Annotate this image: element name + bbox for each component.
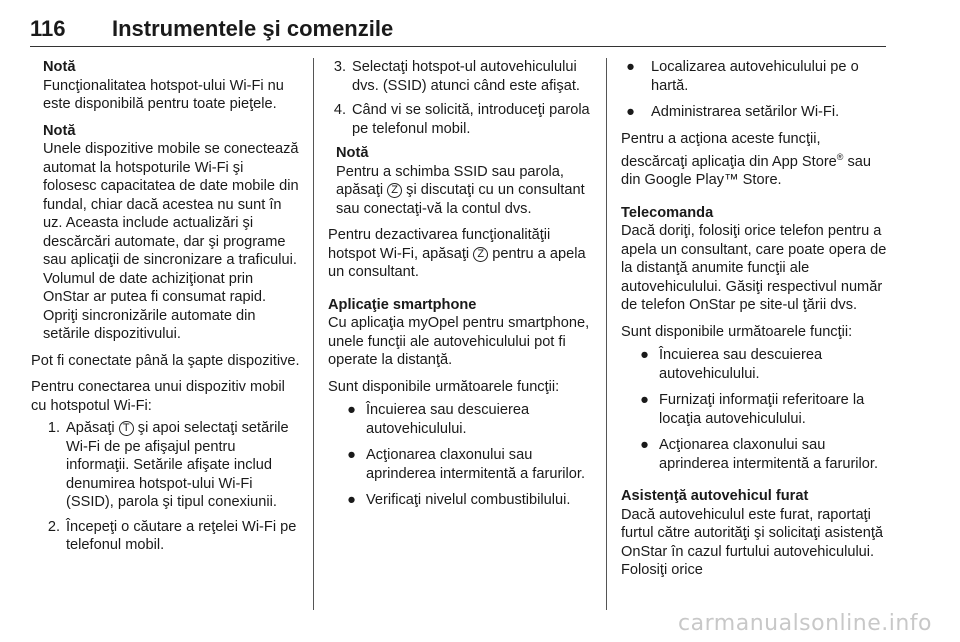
paragraph-devices-limit: Pot fi conectate până la şapte dispozitive. xyxy=(31,352,300,369)
paragraph-functions-intro: Sunt disponibile următoarele funcţii: xyxy=(328,378,560,395)
list-item xyxy=(621,346,887,383)
note-change-ssid xyxy=(336,144,596,218)
list-item xyxy=(328,446,596,483)
list-item xyxy=(328,491,596,510)
section-heading-smartphone-app: Aplicaţie smartphone xyxy=(328,296,477,313)
note-text: Unele dispozitive mobile se conectează automat la hotspoturile Wi-Fi şi folosesc capacitatea de date mobile din fundal, chiar dacă acestea nu sunt în uz. Aceasta include actualizări şi descărcări automate, dar şi programe sau aplicaţii de sincronizare a traficului. Volumul de date achiziţionat prin OnStar ar putea fi consumat rapid. Opriţi sincronizările automate din setările dispozitivului. xyxy=(43,141,299,342)
list-item-text: Furnizaţi informaţii referitoare la locaţia autovehiculului. xyxy=(659,392,865,427)
service-button-icon: Z xyxy=(387,183,402,198)
list-item xyxy=(621,391,887,428)
list-item xyxy=(320,58,596,95)
step-text: Apăsaţi xyxy=(66,420,119,436)
paragraph-functions-intro: Sunt disponibile următoarele funcţii: xyxy=(621,323,853,340)
paragraph-app: Cu aplicaţia myOpel pentru smartphone, unele funcţii ale autovehiculului pot fi operate la distanţă. xyxy=(328,315,590,368)
note-text: Funcţionalitatea hotspot-ului Wi-Fi nu este disponibilă pentru toate pieţele. xyxy=(43,77,284,112)
column-divider-2 xyxy=(606,58,607,610)
connect-steps xyxy=(34,419,300,555)
step-text: Începeţi o căutare a reţelei Wi-Fi pe telefonul mobil. xyxy=(66,518,297,553)
column-2 xyxy=(328,58,596,518)
list-item xyxy=(328,401,596,438)
page-title: Instrumentele şi comenzile xyxy=(112,16,394,41)
bullet: ● xyxy=(626,59,635,75)
step-text: Selectaţi hotspot-ul autovehiculului dvs. (SSID) atunci când este afişat. xyxy=(352,59,580,94)
onstar-button-icon: T xyxy=(119,421,134,436)
list-item-text: Încuierea sau descuierea autovehiculului. xyxy=(366,402,530,437)
section-heading-remote: Telecomanda xyxy=(621,204,714,221)
bullet: ● xyxy=(347,402,356,418)
note-availability xyxy=(43,58,300,114)
note-label: Notă xyxy=(43,59,76,75)
bullet: ● xyxy=(626,104,635,120)
connect-steps-continued xyxy=(320,58,596,138)
remote-functions-list xyxy=(621,346,887,473)
paragraph-connect-intro: Pentru conectarea unui dispozitiv mobil cu hotspotul Wi-Fi: xyxy=(31,379,285,414)
paragraph-deactivate: Pentru dezactivarea funcţionalităţii hotspot Wi-Fi, apăsaţi Z pentru a apela un consultant. xyxy=(328,227,586,280)
list-item-text: Acţionarea claxonului sau aprinderea intermitentă a farurilor. xyxy=(659,437,879,472)
list-item xyxy=(621,436,887,473)
paragraph-stolen: Dacă autovehiculul este furat, raportaţi furtul către autorităţi şi solicitaţi asistenţă OnStar în cazul furtului autovehiculului. Folosiţi orice xyxy=(621,506,883,579)
bullet: ● xyxy=(347,447,356,463)
list-item-text: Acţionarea claxonului sau aprinderea intermitentă a farurilor. xyxy=(366,447,586,482)
app-functions-list-continued xyxy=(621,58,887,122)
bullet: ● xyxy=(640,347,649,364)
column-3 xyxy=(621,58,887,588)
list-item xyxy=(621,58,887,95)
paragraph-app-store: Pentru a acţiona aceste funcţii, descărcaţi aplicaţia din App Store® sau din Google Play™ Store. xyxy=(621,130,872,189)
column-divider-1 xyxy=(313,58,314,610)
watermark: carmanualsonline.info xyxy=(678,611,932,636)
step-number: 1. xyxy=(47,420,60,436)
note-text: Pentru a schimba SSID sau parola, apăsaţi Z şi discutaţi cu un consultant sau conectaţi-vă la contul dvs. xyxy=(336,163,585,217)
list-item xyxy=(621,103,887,122)
list-item xyxy=(34,518,300,555)
column-1 xyxy=(31,58,300,561)
list-item-text: Verificaţi nivelul combustibilului. xyxy=(366,492,571,508)
note-mobile-data xyxy=(43,122,300,344)
page-number: 116 xyxy=(30,16,66,41)
step-text: Când vi se solicită, introduceţi parola pe telefonul mobil. xyxy=(352,102,590,137)
step-number: 3. xyxy=(333,59,346,75)
section-heading-stolen-vehicle: Asistenţă autovehicul furat xyxy=(621,488,809,505)
service-button-icon: Z xyxy=(473,247,488,262)
bullet: ● xyxy=(347,492,356,508)
bullet: ● xyxy=(640,392,649,409)
paragraph-remote: Dacă doriţi, folosiţi orice telefon pentru a apela un consultant, care poate opera de la distanţă anumite funcţii ale autovehiculului. Găsiţi respectivul număr de telefon OnStar pe site-ul ţării dvs. xyxy=(621,223,887,314)
page-header xyxy=(30,14,886,47)
list-item xyxy=(34,419,300,512)
app-functions-list xyxy=(328,401,596,510)
step-text: şi apoi selectaţi setările Wi-Fi de pe afişajul pentru informaţii. Setările afişate includ denumirea hotspot-ului Wi-Fi (SSID), parola şi tipul conexiunii. xyxy=(66,420,289,510)
list-item-text: Localizarea autovehiculului pe o hartă. xyxy=(651,59,859,94)
note-label: Notă xyxy=(43,122,76,139)
list-item xyxy=(320,101,596,138)
list-item-text: Administrarea setărilor Wi-Fi. xyxy=(651,104,840,120)
note-label: Notă xyxy=(336,145,369,161)
bullet: ● xyxy=(640,437,649,454)
step-number: 2. xyxy=(47,518,60,535)
step-number: 4. xyxy=(333,102,346,118)
list-item-text: Încuierea sau descuierea autovehiculului. xyxy=(659,347,823,382)
